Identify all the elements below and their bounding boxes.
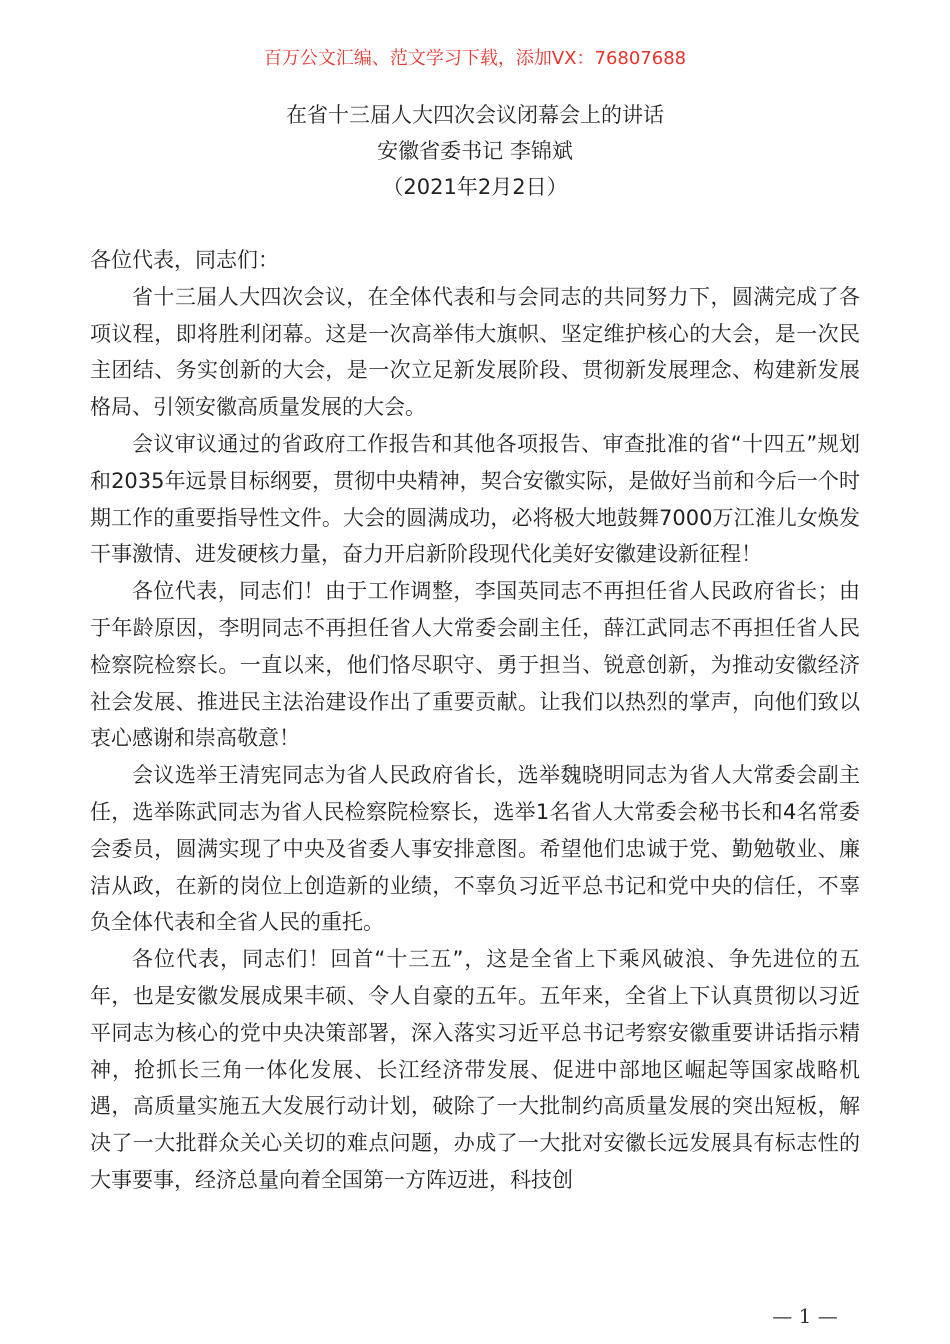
paragraph: 各位代表，同志们！由于工作调整，李国英同志不再担任省人民政府省长；由于年龄原因，李明同志不再担任省人大常委会副主任，薛江武同志不再担任省人民检察院检察长。一直以来，他们恪尽职守、勇于担当、锐意创新，为推动安徽经济社会发展、推进民主法治建设作出了重要贡献。让我们以热烈的掌声，向他们致以衷心感谢和崇高敬意！ (90, 579, 860, 751)
document-title: 在省十三届人大四次会议闭幕会上的讲话 (286, 103, 664, 127)
paragraph: 会议审议通过的省政府工作报告和其他各项报告、审查批准的省“十四五”规划和2035年远景目标纲要，贯彻中央精神，契合安徽实际，是做好当前和今后一个时期工作的重要指导性文件。大会的圆满成功，必将极大地鼓舞7000万江淮儿女焕发干事激情、进发硬核力量，奋力开启新阶段现代化美好安徽建设新征程！ (90, 431, 860, 567)
speech-body (90, 242, 860, 1199)
paragraph: 会议选举王清宪同志为省人民政府省长，选举魏晓明同志为省人大常委会副主任，选举陈武同志为省人民检察院检察长，选举1名省人大常委会秘书长和4名常委会委员，圆满实现了中央及省委人事安排意图。希望他们忠诚于党、勤勉敬业、廉洁从政，在新的岗位上创造新的业绩，不辜负习近平总书记和党中央的信任，不辜负全体代表和全省人民的重托。 (90, 763, 860, 935)
date-line: （2021年2月2日） (382, 175, 568, 199)
title-block (0, 97, 950, 205)
page-number: — 1 — (772, 1304, 838, 1328)
paragraph: 省十三届人大四次会议，在全体代表和与会同志的共同努力下，圆满完成了各项议程，即将胜利闭幕。这是一次高举伟大旗帜、坚定维护核心的大会，是一次民主团结、务实创新的大会，是一次立足新发展阶段、贯彻新发展理念、构建新发展格局、引领安徽高质量发展的大会。 (90, 284, 860, 420)
speaker-line: 安徽省委书记 李锦斌 (377, 139, 573, 163)
paragraph: 各位代表，同志们！回首“十三五”，这是全省上下乘风破浪、争先进位的五年，也是安徽发展成果丰硕、令人自豪的五年。五年来，全省上下认真贯彻以习近平同志为核心的党中央决策部署，深入落实习近平总书记考察安徽重要讲话指示精神，抢抓长三角一体化发展、长江经济带发展、促进中部地区崛起等国家战略机遇，高质量实施五大发展行动计划，破除了一大批制约高质量发展的突出短板，解决了一大批群众关心关切的难点问题，办成了一大批对安徽长远发展具有标志性的大事要事，经济总量向着全国第一方阵迈进，科技创 (90, 947, 860, 1192)
salutation: 各位代表，同志们： (90, 248, 279, 272)
header-ad-text: 百万公文汇编、范文学习下载，添加VX：76807688 (263, 48, 687, 69)
